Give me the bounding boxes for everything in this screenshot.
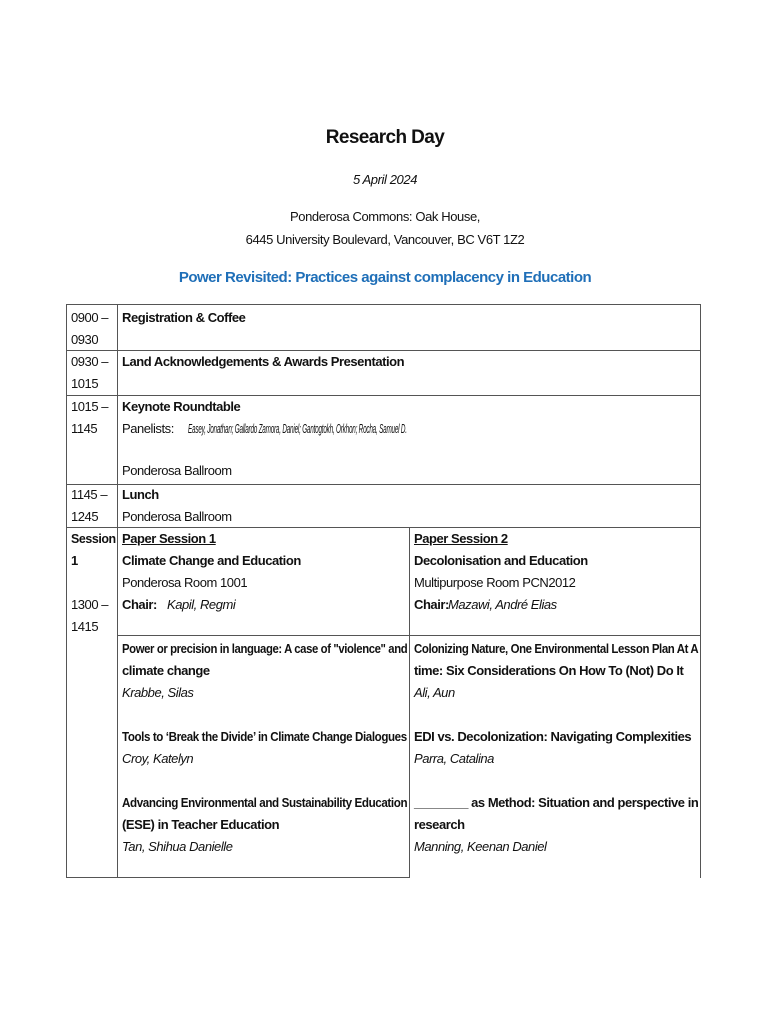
paper-title: EDI vs. Decolonization: Navigating Complexities	[414, 729, 692, 744]
chair-name: Mazawi, André Elias	[448, 597, 557, 612]
paper-title: time: Six Considerations On How To (Not) Do It	[414, 663, 684, 678]
paper-author: Tan, Shihua Danielle	[122, 839, 233, 854]
time-end: 1015	[71, 376, 99, 391]
paper-session-heading: Paper Session 1	[122, 531, 216, 546]
session-label: Session	[71, 531, 116, 546]
paper-title: Power or precision in language: A case of "violence" and	[122, 641, 408, 656]
paper-author: Croy, Katelyn	[122, 751, 194, 766]
event-title: Lunch	[122, 487, 159, 502]
paper-title: Advancing Environmental and Sustainability Education	[122, 795, 408, 810]
time-end: 1415	[71, 619, 99, 634]
event-title: Keynote Roundtable	[122, 399, 241, 414]
time-start: 0930 –	[71, 354, 109, 369]
time-start: 1015 –	[71, 399, 109, 414]
panelists-list: Easey, Jonathan; Gallardo Zamora, Daniel; Gantogtokh, Orkhon; Rocha, Samuel D.	[188, 421, 407, 436]
panelists-label: Panelists:	[122, 421, 174, 436]
paper-author: Parra, Catalina	[414, 751, 494, 766]
time-end: 0930	[71, 332, 99, 347]
time-end: 1245	[71, 509, 99, 524]
venue-line-1: Ponderosa Commons: Oak House,	[290, 209, 480, 224]
chair-name: Kapil, Regmi	[167, 597, 236, 612]
event-location: Ponderosa Ballroom	[122, 509, 232, 524]
paper-title: research	[414, 817, 465, 832]
time-start: 1300 –	[71, 597, 109, 612]
column-divider	[409, 527, 410, 878]
paper-author: Krabbe, Silas	[122, 685, 194, 700]
session-number: 1	[71, 553, 78, 568]
session-room: Ponderosa Room 1001	[122, 575, 248, 590]
event-title: Land Acknowledgements & Awards Presentation	[122, 354, 405, 369]
paper-title: Tools to ‘Break the Divide’ in Climate Change Dialogues	[122, 729, 407, 744]
chair-label: Chair:	[122, 597, 157, 612]
paper-title: climate change	[122, 663, 210, 678]
table-border-right	[700, 304, 701, 878]
paper-author: Manning, Keenan Daniel	[414, 839, 547, 854]
table-border-top	[66, 304, 701, 305]
venue-line-2: 6445 University Boulevard, Vancouver, BC V6T 1Z2	[245, 232, 525, 247]
session-topic: Climate Change and Education	[122, 553, 301, 568]
paper-title: Colonizing Nature, One Environmental Lesson Plan At A	[414, 641, 699, 656]
paper-title: ________ as Method: Situation and perspective in	[414, 795, 699, 810]
row-divider	[66, 484, 701, 485]
time-start: 0900 –	[71, 310, 109, 325]
paper-title: (ESE) in Teacher Education	[122, 817, 280, 832]
page-title: Research Day	[325, 127, 445, 148]
chair-label: Chair:	[414, 597, 449, 612]
event-date: 5 April 2024	[352, 172, 418, 187]
paper-session-heading: Paper Session 2	[414, 531, 508, 546]
time-end: 1145	[71, 421, 98, 436]
time-start: 1145 –	[71, 487, 108, 502]
theme-title: Power Revisited: Practices against complacency in Education	[178, 269, 592, 286]
session-topic: Decolonisation and Education	[414, 553, 588, 568]
paper-author: Ali, Aun	[414, 685, 455, 700]
column-divider	[117, 304, 118, 878]
session-room: Multipurpose Room PCN2012	[414, 575, 576, 590]
event-location: Ponderosa Ballroom	[122, 463, 232, 478]
event-title: Registration & Coffee	[122, 310, 246, 325]
table-border-left	[66, 304, 67, 878]
